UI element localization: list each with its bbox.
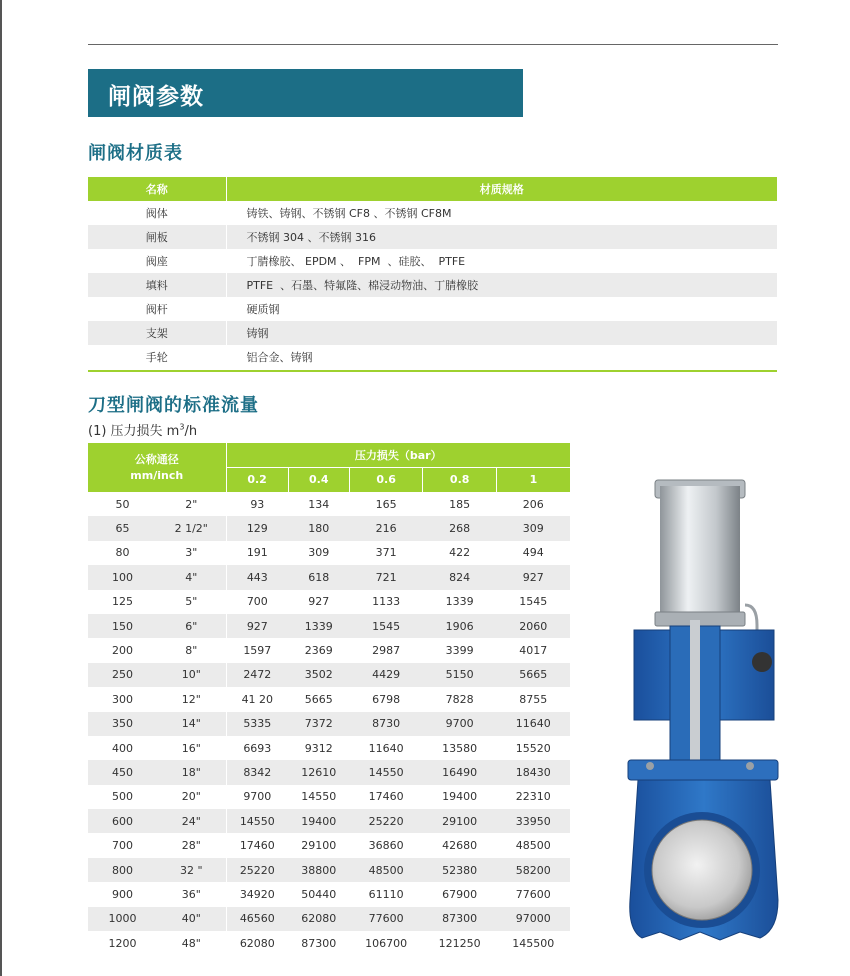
flow-value: 1545 (349, 614, 423, 638)
pressure-column-header: 0.4 (288, 467, 349, 492)
material-part-name: 阀座 (88, 249, 226, 273)
flow-value: 17460 (368, 790, 404, 804)
pressure-column-header: 0.6 (349, 467, 423, 492)
flow-value: 371 (375, 546, 397, 560)
flow-value: 106700 (365, 936, 408, 950)
flow-value: 12610 (288, 760, 349, 784)
flow-table-title: 刀型闸阀的标准流量 (88, 395, 259, 416)
flow-row (88, 590, 570, 614)
flow-value: 206 (522, 497, 544, 511)
flow-row (88, 614, 570, 638)
flow-value: 7828 (445, 692, 474, 706)
flow-value: 3502 (288, 663, 349, 687)
flow-value: 19400 (288, 809, 349, 833)
diameter-inch: 16" (157, 736, 226, 760)
note-suffix: /h (184, 424, 198, 439)
flow-value: 5150 (423, 663, 497, 687)
flow-value: 1339 (445, 595, 474, 609)
flow-value: 17460 (239, 839, 275, 853)
flow-value: 5335 (226, 712, 288, 736)
diameter-inch: 32 " (157, 858, 226, 882)
diameter-mm: 200 (112, 644, 133, 658)
flow-row (88, 565, 570, 589)
flow-value: 9700 (243, 790, 272, 804)
flow-value: 268 (423, 516, 497, 540)
diameter-mm: 100 (88, 565, 157, 589)
diameter-inch: 28" (157, 833, 226, 857)
flow-row (88, 663, 570, 687)
diameter-inch: 6" (157, 614, 226, 638)
diameter-mm: 500 (112, 790, 133, 804)
diameter-mm: 900 (112, 887, 133, 901)
flow-value: 9312 (304, 741, 333, 755)
material-row (88, 249, 777, 273)
material-row (88, 345, 777, 369)
flow-value: 38800 (288, 858, 349, 882)
material-row (88, 321, 777, 345)
flow-value: 16490 (423, 760, 497, 784)
flow-value: 41 20 (241, 692, 274, 706)
pressure-loss-header: 压力损失（bar） (226, 443, 570, 467)
material-row (88, 201, 777, 225)
flow-value: 42680 (442, 839, 478, 853)
material-part-name: 填料 (88, 273, 226, 297)
flow-value: 927 (308, 595, 330, 609)
diameter-inch: 5" (157, 590, 226, 614)
diameter-mm: 125 (112, 595, 133, 609)
flow-value: 216 (349, 516, 423, 540)
flow-row (88, 760, 570, 784)
flow-value: 48500 (349, 858, 423, 882)
flow-value: 6798 (372, 692, 401, 706)
flow-value: 6693 (243, 741, 272, 755)
material-spec: 铝合金、铸钢 (246, 351, 313, 364)
flow-value: 618 (288, 565, 349, 589)
flow-row (88, 858, 570, 882)
flow-value: 2472 (226, 663, 288, 687)
flow-value: 11640 (496, 712, 570, 736)
flow-value: 824 (423, 565, 497, 589)
material-part-name: 阀体 (88, 201, 226, 225)
top-divider (88, 44, 778, 45)
material-part-name: 手轮 (88, 345, 226, 369)
diameter-inch: 10" (157, 663, 226, 687)
diameter-mm: 600 (88, 809, 157, 833)
flow-value: 46560 (226, 907, 288, 931)
flow-value: 62080 (239, 936, 275, 950)
diameter-mm: 450 (88, 760, 157, 784)
flow-value: 145500 (512, 936, 555, 950)
flow-value: 29100 (423, 809, 497, 833)
material-part-name: 闸板 (88, 225, 226, 249)
pressure-column-header: 0.2 (226, 467, 288, 492)
flow-value: 48500 (515, 839, 551, 853)
material-table (88, 177, 777, 369)
diameter-inch: 12" (157, 687, 226, 711)
section-banner (88, 69, 523, 117)
material-spec: 硬质钢 (246, 303, 280, 316)
flow-row (88, 809, 570, 833)
diameter-mm: 250 (88, 663, 157, 687)
flow-value: 121250 (438, 936, 481, 950)
flow-value: 2369 (304, 644, 333, 658)
flow-row (88, 736, 570, 760)
flow-value: 1545 (519, 595, 548, 609)
diameter-inch: 18" (157, 760, 226, 784)
flow-value: 14550 (349, 760, 423, 784)
diameter-mm: 700 (112, 839, 133, 853)
flow-value: 180 (288, 516, 349, 540)
flow-value: 443 (226, 565, 288, 589)
flow-value: 2987 (372, 644, 401, 658)
diameter-inch: 3" (157, 541, 226, 565)
diameter-inch: 20" (157, 785, 226, 809)
flow-row (88, 785, 570, 809)
diameter-inch: 40" (157, 907, 226, 931)
flow-value: 2060 (496, 614, 570, 638)
flow-value: 34920 (239, 887, 275, 901)
flow-value: 1133 (372, 595, 401, 609)
flow-value: 62080 (288, 907, 349, 931)
material-part-name: 支架 (88, 321, 226, 345)
flow-value: 3399 (445, 644, 474, 658)
flow-value: 8730 (349, 712, 423, 736)
material-part-name: 阀杆 (88, 297, 226, 321)
material-spec: 铸钢 (226, 321, 777, 345)
flow-value: 927 (226, 614, 288, 638)
flow-value: 8755 (519, 692, 548, 706)
pressure-column-header: 0.8 (423, 467, 497, 492)
flow-value: 1906 (423, 614, 497, 638)
flow-value: 185 (449, 497, 471, 511)
flow-value: 29100 (301, 839, 337, 853)
material-spec: 不锈钢 304 、不锈钢 316 (226, 225, 777, 249)
material-spec: 铸铁、铸钢、不锈钢 CF8 、不锈钢 CF8M (246, 207, 452, 220)
note-superscript: 3 (179, 422, 185, 432)
diameter-mm: 50 (115, 497, 130, 511)
material-header-name: 名称 (88, 177, 226, 201)
diameter-mm: 1000 (88, 907, 157, 931)
material-table-title: 闸阀材质表 (88, 143, 183, 164)
flow-value: 1597 (243, 644, 272, 658)
flow-value: 36860 (368, 839, 404, 853)
flow-row (88, 882, 570, 906)
flow-value: 14550 (301, 790, 337, 804)
flow-value: 134 (308, 497, 330, 511)
flow-row (88, 931, 570, 955)
diameter-mm: 300 (112, 692, 133, 706)
flow-value: 97000 (496, 907, 570, 931)
flow-value: 1339 (288, 614, 349, 638)
flow-value: 721 (349, 565, 423, 589)
material-row (88, 273, 777, 297)
flow-row (88, 907, 570, 931)
flow-value: 927 (496, 565, 570, 589)
flow-value: 5665 (304, 692, 333, 706)
flow-value: 165 (375, 497, 397, 511)
flow-value: 700 (246, 595, 268, 609)
flow-row (88, 492, 570, 516)
material-header-spec: 材质规格 (226, 177, 777, 201)
flow-value: 50440 (301, 887, 337, 901)
flow-value: 422 (449, 546, 471, 560)
knife-gate-valve-illustration (600, 460, 800, 950)
flow-value: 129 (226, 516, 288, 540)
flow-value: 33950 (496, 809, 570, 833)
diameter-mm: 65 (88, 516, 157, 540)
flow-value: 494 (522, 546, 544, 560)
flow-value: 77600 (515, 887, 551, 901)
diameter-inch: 2 1/2" (157, 516, 226, 540)
nominal-diameter-header-line2: mm/inch (130, 468, 184, 482)
flow-value: 87300 (301, 936, 337, 950)
flow-value: 309 (496, 516, 570, 540)
diameter-inch: 2" (157, 492, 226, 516)
flow-table (88, 443, 570, 955)
material-row (88, 225, 777, 249)
material-row (88, 297, 777, 321)
flow-row (88, 833, 570, 857)
flow-value: 58200 (496, 858, 570, 882)
flow-value: 13580 (442, 741, 478, 755)
diameter-inch: 48" (157, 931, 226, 955)
flow-value: 191 (246, 546, 268, 560)
flow-value: 8342 (226, 760, 288, 784)
material-spec: 丁腈橡胶、 EPDM 、 FPM 、硅胶、 PTFE (246, 255, 466, 268)
diameter-inch: 24" (157, 809, 226, 833)
page-left-border (0, 0, 2, 976)
flow-value: 52380 (423, 858, 497, 882)
material-table-bottom-rule (88, 370, 777, 372)
flow-value: 93 (250, 497, 265, 511)
flow-value: 19400 (442, 790, 478, 804)
flow-value: 4429 (349, 663, 423, 687)
flow-value: 22310 (515, 790, 551, 804)
diameter-mm: 400 (112, 741, 133, 755)
flow-row (88, 687, 570, 711)
diameter-inch: 14" (157, 712, 226, 736)
diameter-mm: 800 (88, 858, 157, 882)
banner-title: 闸阀参数 (108, 84, 204, 110)
flow-value: 9700 (423, 712, 497, 736)
flow-value: 61110 (368, 887, 404, 901)
flow-value: 18430 (496, 760, 570, 784)
diameter-mm: 80 (115, 546, 130, 560)
flow-value: 309 (308, 546, 330, 560)
material-spec: PTFE 、石墨、特氟隆、棉浸动物油、丁腈橡胶 (226, 273, 777, 297)
flow-row (88, 638, 570, 662)
flow-value: 87300 (423, 907, 497, 931)
diameter-mm: 1200 (108, 936, 137, 950)
diameter-inch: 8" (157, 638, 226, 662)
flow-value: 4017 (519, 644, 548, 658)
diameter-mm: 350 (88, 712, 157, 736)
flow-value: 25220 (226, 858, 288, 882)
flow-value: 67900 (442, 887, 478, 901)
flow-value: 77600 (349, 907, 423, 931)
flow-unit-note (88, 420, 197, 439)
nominal-diameter-header-line1: 公称通径 (134, 452, 179, 466)
flow-value: 14550 (226, 809, 288, 833)
flow-row (88, 712, 570, 736)
flow-value: 5665 (496, 663, 570, 687)
flow-value: 11640 (368, 741, 404, 755)
diameter-mm: 150 (88, 614, 157, 638)
diameter-inch: 36" (157, 882, 226, 906)
flow-value: 25220 (349, 809, 423, 833)
flow-value: 7372 (288, 712, 349, 736)
flow-row (88, 541, 570, 565)
note-prefix: (1) 压力损失 m (88, 424, 180, 439)
nominal-diameter-header (88, 443, 226, 492)
flow-row (88, 516, 570, 540)
diameter-inch: 4" (157, 565, 226, 589)
flow-value: 15520 (515, 741, 551, 755)
pressure-column-header: 1 (496, 467, 570, 492)
